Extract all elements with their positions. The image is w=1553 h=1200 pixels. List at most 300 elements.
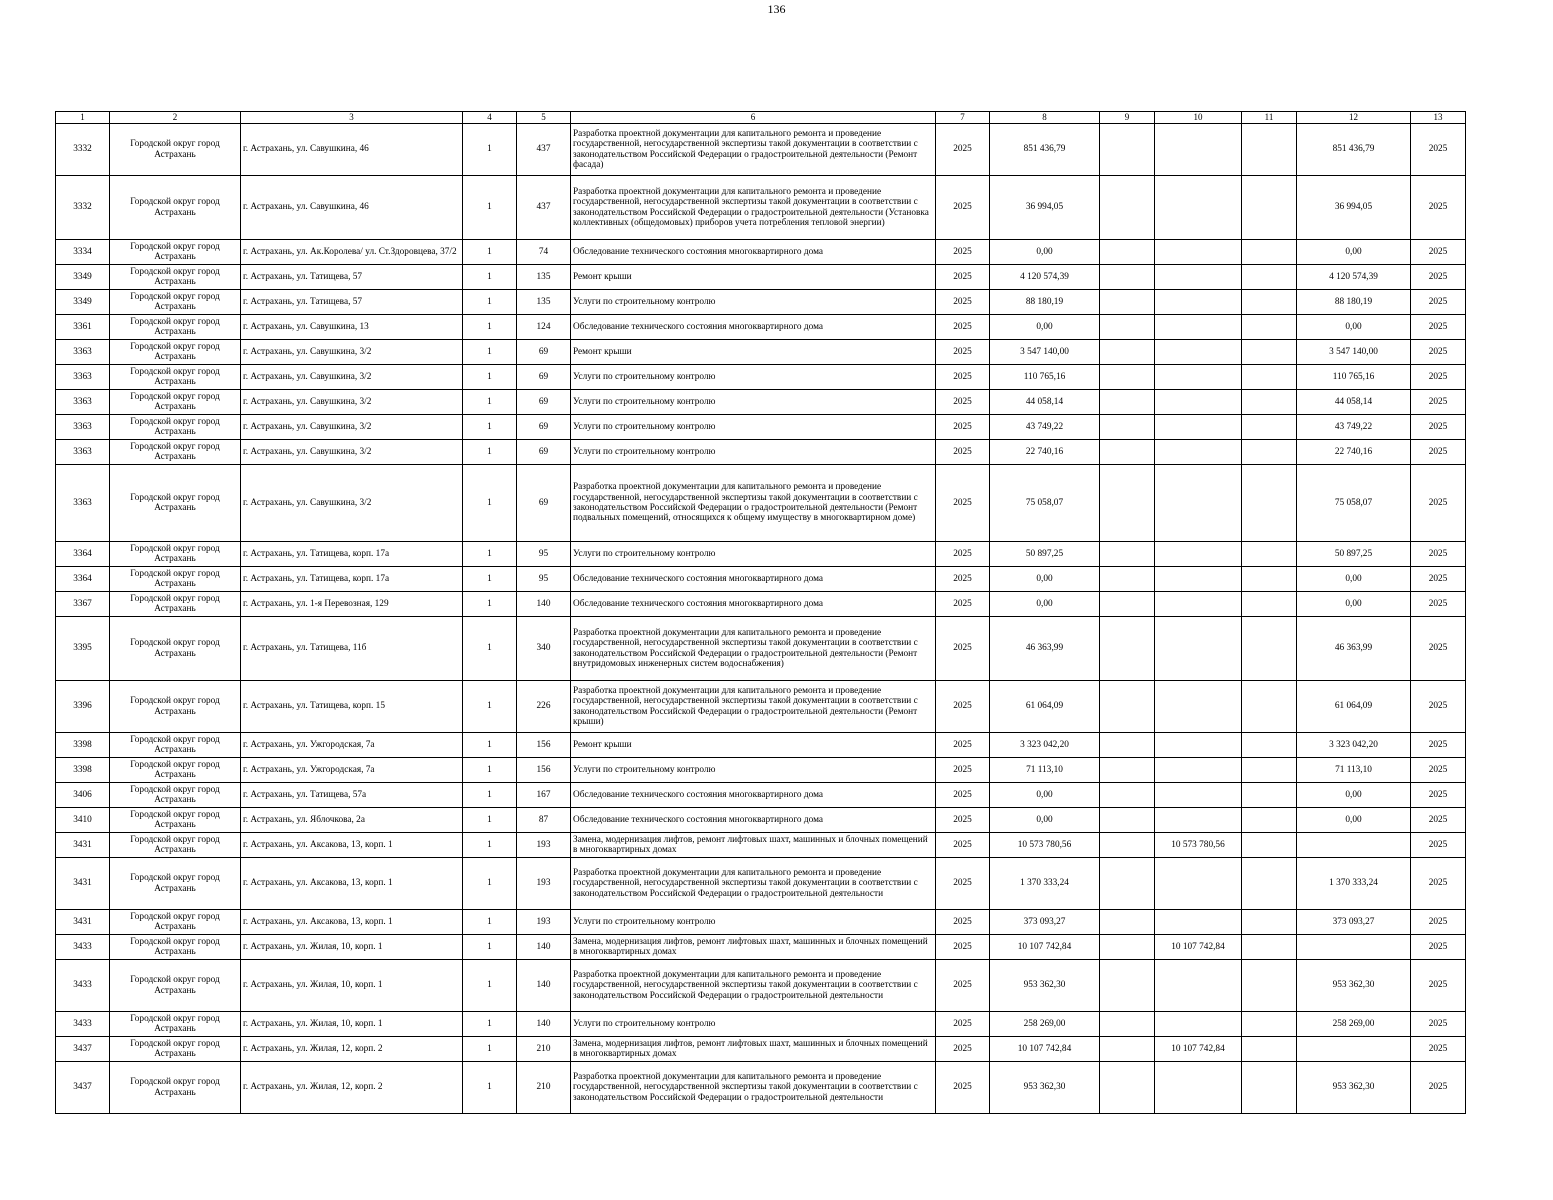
municipality-cell: Городской округ город Астрахань	[110, 1012, 241, 1037]
address-cell: г. Астрахань, ул. Жилая, 10, корп. 1	[241, 1012, 463, 1037]
end-year-cell: 2025	[1411, 783, 1466, 808]
year-cell: 2025	[936, 124, 990, 176]
address-cell: г. Астрахань, ул. Ак.Королева/ ул. Ст.Здоровцева, 37/2	[241, 240, 463, 265]
table-row	[56, 617, 1466, 681]
municipality-cell: Городской округ город Астрахань	[110, 833, 241, 858]
row-number-cell: 3363	[56, 390, 110, 415]
col11-cell	[1242, 176, 1297, 240]
work-type-cell: Обследование технического состояния многоквартирного дома	[571, 240, 936, 265]
col12-cell: 0,00	[1297, 808, 1411, 833]
work-type-cell: Ремонт крыши	[571, 340, 936, 365]
municipality-cell: Городской округ город Астрахань	[110, 1062, 241, 1114]
total-cost-cell: 0,00	[990, 567, 1100, 592]
address-cell: г. Астрахань, ул. Татищева, 11б	[241, 617, 463, 681]
col10-cell	[1155, 124, 1242, 176]
col10-cell	[1155, 567, 1242, 592]
end-year-cell: 2025	[1411, 935, 1466, 960]
row-number-cell: 3431	[56, 910, 110, 935]
total-cost-cell: 373 093,27	[990, 910, 1100, 935]
column-header-10: 10	[1155, 112, 1242, 124]
end-year-cell: 2025	[1411, 440, 1466, 465]
col9-cell	[1100, 240, 1155, 265]
col11-cell	[1242, 415, 1297, 440]
units-cell: 210	[517, 1062, 571, 1114]
work-type-cell: Услуги по строительному контролю	[571, 390, 936, 415]
address-cell: г. Астрахань, ул. Жилая, 10, корп. 1	[241, 960, 463, 1012]
year-cell: 2025	[936, 617, 990, 681]
col9-cell	[1100, 617, 1155, 681]
col9-cell	[1100, 833, 1155, 858]
units-cell: 340	[517, 617, 571, 681]
year-cell: 2025	[936, 960, 990, 1012]
end-year-cell: 2025	[1411, 1062, 1466, 1114]
column-header-7: 7	[936, 112, 990, 124]
row-number-cell: 3437	[56, 1037, 110, 1062]
year-cell: 2025	[936, 758, 990, 783]
col9-cell	[1100, 265, 1155, 290]
col10-cell	[1155, 465, 1242, 542]
col12-cell: 44 058,14	[1297, 390, 1411, 415]
col9-cell	[1100, 390, 1155, 415]
year-cell: 2025	[936, 592, 990, 617]
total-cost-cell: 851 436,79	[990, 124, 1100, 176]
end-year-cell: 2025	[1411, 542, 1466, 567]
municipality-cell: Городской округ город Астрахань	[110, 265, 241, 290]
col11-cell	[1242, 833, 1297, 858]
count-cell: 1	[463, 240, 517, 265]
work-type-cell: Услуги по строительному контролю	[571, 542, 936, 567]
row-number-cell: 3363	[56, 365, 110, 390]
col11-cell	[1242, 910, 1297, 935]
units-cell: 69	[517, 365, 571, 390]
col11-cell	[1242, 592, 1297, 617]
year-cell: 2025	[936, 542, 990, 567]
col12-cell: 22 740,16	[1297, 440, 1411, 465]
col10-cell	[1155, 681, 1242, 733]
units-cell: 226	[517, 681, 571, 733]
registry-table	[55, 111, 1466, 1114]
address-cell: г. Астрахань, ул. Татищева, корп. 17а	[241, 542, 463, 567]
col12-cell: 0,00	[1297, 240, 1411, 265]
municipality-cell: Городской округ город Астрахань	[110, 290, 241, 315]
total-cost-cell: 4 120 574,39	[990, 265, 1100, 290]
col10-cell	[1155, 440, 1242, 465]
address-cell: г. Астрахань, ул. Савушкина, 3/2	[241, 440, 463, 465]
municipality-cell: Городской округ город Астрахань	[110, 733, 241, 758]
units-cell: 140	[517, 935, 571, 960]
col9-cell	[1100, 783, 1155, 808]
col9-cell	[1100, 1037, 1155, 1062]
work-type-cell: Обследование технического состояния многоквартирного дома	[571, 783, 936, 808]
col12-cell: 258 269,00	[1297, 1012, 1411, 1037]
municipality-cell: Городской округ город Астрахань	[110, 960, 241, 1012]
municipality-cell: Городской округ город Астрахань	[110, 365, 241, 390]
row-number-cell: 3364	[56, 567, 110, 592]
row-number-cell: 3433	[56, 1012, 110, 1037]
table-row	[56, 808, 1466, 833]
col9-cell	[1100, 315, 1155, 340]
row-number-cell: 3334	[56, 240, 110, 265]
row-number-cell: 3363	[56, 415, 110, 440]
col11-cell	[1242, 265, 1297, 290]
address-cell: г. Астрахань, ул. Татищева, корп. 15	[241, 681, 463, 733]
units-cell: 69	[517, 465, 571, 542]
work-type-cell: Замена, модернизация лифтов, ремонт лифтовых шахт, машинных и блочных помещений в многоквартирных домах	[571, 833, 936, 858]
year-cell: 2025	[936, 265, 990, 290]
end-year-cell: 2025	[1411, 681, 1466, 733]
address-cell: г. Астрахань, ул. Савушкина, 3/2	[241, 465, 463, 542]
col9-cell	[1100, 567, 1155, 592]
table-row	[56, 681, 1466, 733]
count-cell: 1	[463, 176, 517, 240]
work-type-cell: Услуги по строительному контролю	[571, 290, 936, 315]
col12-cell: 110 765,16	[1297, 365, 1411, 390]
municipality-cell: Городской округ город Астрахань	[110, 340, 241, 365]
col11-cell	[1242, 1037, 1297, 1062]
col11-cell	[1242, 465, 1297, 542]
end-year-cell: 2025	[1411, 910, 1466, 935]
col11-cell	[1242, 567, 1297, 592]
column-header-11: 11	[1242, 112, 1297, 124]
count-cell: 1	[463, 340, 517, 365]
municipality-cell: Городской округ город Астрахань	[110, 783, 241, 808]
units-cell: 87	[517, 808, 571, 833]
units-cell: 95	[517, 567, 571, 592]
col10-cell	[1155, 960, 1242, 1012]
col10-cell	[1155, 265, 1242, 290]
units-cell: 69	[517, 390, 571, 415]
col10-cell	[1155, 783, 1242, 808]
col9-cell	[1100, 176, 1155, 240]
total-cost-cell: 0,00	[990, 240, 1100, 265]
count-cell: 1	[463, 1012, 517, 1037]
col11-cell	[1242, 783, 1297, 808]
work-type-cell: Услуги по строительному контролю	[571, 365, 936, 390]
year-cell: 2025	[936, 440, 990, 465]
col9-cell	[1100, 365, 1155, 390]
municipality-cell: Городской округ город Астрахань	[110, 808, 241, 833]
end-year-cell: 2025	[1411, 240, 1466, 265]
end-year-cell: 2025	[1411, 340, 1466, 365]
year-cell: 2025	[936, 833, 990, 858]
header-row	[56, 112, 1466, 124]
col11-cell	[1242, 758, 1297, 783]
col12-cell: 88 180,19	[1297, 290, 1411, 315]
row-number-cell: 3332	[56, 124, 110, 176]
col11-cell	[1242, 440, 1297, 465]
count-cell: 1	[463, 617, 517, 681]
col12-cell: 4 120 574,39	[1297, 265, 1411, 290]
col12-cell: 3 547 140,00	[1297, 340, 1411, 365]
col10-cell: 10 107 742,84	[1155, 1037, 1242, 1062]
col11-cell	[1242, 240, 1297, 265]
col12-cell: 851 436,79	[1297, 124, 1411, 176]
work-type-cell: Замена, модернизация лифтов, ремонт лифтовых шахт, машинных и блочных помещений в многоквартирных домах	[571, 1037, 936, 1062]
col12-cell: 0,00	[1297, 783, 1411, 808]
col9-cell	[1100, 758, 1155, 783]
table-row	[56, 783, 1466, 808]
row-number-cell: 3410	[56, 808, 110, 833]
row-number-cell: 3367	[56, 592, 110, 617]
row-number-cell: 3363	[56, 465, 110, 542]
column-header-13: 13	[1411, 112, 1466, 124]
address-cell: г. Астрахань, ул. Жилая, 12, корп. 2	[241, 1037, 463, 1062]
total-cost-cell: 88 180,19	[990, 290, 1100, 315]
col10-cell	[1155, 808, 1242, 833]
total-cost-cell: 71 113,10	[990, 758, 1100, 783]
address-cell: г. Астрахань, ул. Савушкина, 3/2	[241, 390, 463, 415]
col9-cell	[1100, 960, 1155, 1012]
col11-cell	[1242, 365, 1297, 390]
address-cell: г. Астрахань, ул. Татищева, корп. 17а	[241, 567, 463, 592]
units-cell: 156	[517, 733, 571, 758]
year-cell: 2025	[936, 365, 990, 390]
col10-cell	[1155, 315, 1242, 340]
col10-cell	[1155, 910, 1242, 935]
year-cell: 2025	[936, 858, 990, 910]
col10-cell	[1155, 340, 1242, 365]
end-year-cell: 2025	[1411, 465, 1466, 542]
work-type-cell: Разработка проектной документации для капитального ремонта и проведение государственной, негосударственной экспертизы такой документации в соответствии с законодательством Российской Федерации о градостроительной деятельности (Ремонт внутридомовых инженерных систем водоснабжения)	[571, 617, 936, 681]
municipality-cell: Городской округ город Астрахань	[110, 240, 241, 265]
row-number-cell: 3396	[56, 681, 110, 733]
count-cell: 1	[463, 415, 517, 440]
table-row	[56, 265, 1466, 290]
table-row	[56, 340, 1466, 365]
address-cell: г. Астрахань, ул. Аксакова, 13, корп. 1	[241, 858, 463, 910]
work-type-cell: Обследование технического состояния многоквартирного дома	[571, 315, 936, 340]
col9-cell	[1100, 1012, 1155, 1037]
year-cell: 2025	[936, 1012, 990, 1037]
column-header-1: 1	[56, 112, 110, 124]
table-row	[56, 124, 1466, 176]
col11-cell	[1242, 1012, 1297, 1037]
col10-cell	[1155, 858, 1242, 910]
table-row	[56, 910, 1466, 935]
col12-cell	[1297, 1037, 1411, 1062]
col11-cell	[1242, 935, 1297, 960]
municipality-cell: Городской округ город Астрахань	[110, 176, 241, 240]
col11-cell	[1242, 733, 1297, 758]
table-row	[56, 1062, 1466, 1114]
work-type-cell: Разработка проектной документации для капитального ремонта и проведение государственной, негосударственной экспертизы такой документации в соответствии с законодательством Российской Федерации о градостроительной деятельности (Ремонт фасада)	[571, 124, 936, 176]
col9-cell	[1100, 542, 1155, 567]
col9-cell	[1100, 910, 1155, 935]
table-row	[56, 592, 1466, 617]
address-cell: г. Астрахань, ул. Савушкина, 3/2	[241, 365, 463, 390]
col9-cell	[1100, 415, 1155, 440]
work-type-cell: Обследование технического состояния многоквартирного дома	[571, 567, 936, 592]
end-year-cell: 2025	[1411, 365, 1466, 390]
work-type-cell: Обследование технического состояния многоквартирного дома	[571, 592, 936, 617]
count-cell: 1	[463, 910, 517, 935]
units-cell: 193	[517, 858, 571, 910]
municipality-cell: Городской округ город Астрахань	[110, 440, 241, 465]
row-number-cell: 3431	[56, 833, 110, 858]
work-type-cell: Разработка проектной документации для капитального ремонта и проведение государственной, негосударственной экспертизы такой документации в соответствии с законодательством Российской Федерации о градостроительной деятельности (Ремонт подвальных помещений, относящихся к общему имуществу в многоквартирном доме)	[571, 465, 936, 542]
table-row	[56, 290, 1466, 315]
col11-cell	[1242, 315, 1297, 340]
col10-cell	[1155, 542, 1242, 567]
total-cost-cell: 75 058,07	[990, 465, 1100, 542]
units-cell: 156	[517, 758, 571, 783]
municipality-cell: Городской округ город Астрахань	[110, 542, 241, 567]
col12-cell: 373 093,27	[1297, 910, 1411, 935]
work-type-cell: Разработка проектной документации для капитального ремонта и проведение государственной, негосударственной экспертизы такой документации в соответствии с законодательством Российской Федерации о градостроительной деятельности (Установка коллективных (общедомовых) приборов учета потребления тепловой энергии)	[571, 176, 936, 240]
col9-cell	[1100, 340, 1155, 365]
address-cell: г. Астрахань, ул. Аксакова, 13, корп. 1	[241, 910, 463, 935]
table-row	[56, 758, 1466, 783]
address-cell: г. Астрахань, ул. Жилая, 10, корп. 1	[241, 935, 463, 960]
table-row	[56, 415, 1466, 440]
units-cell: 193	[517, 833, 571, 858]
col10-cell	[1155, 758, 1242, 783]
col12-cell	[1297, 833, 1411, 858]
count-cell: 1	[463, 808, 517, 833]
units-cell: 135	[517, 290, 571, 315]
end-year-cell: 2025	[1411, 858, 1466, 910]
table-row	[56, 733, 1466, 758]
row-number-cell: 3433	[56, 935, 110, 960]
total-cost-cell: 953 362,30	[990, 1062, 1100, 1114]
row-number-cell: 3349	[56, 265, 110, 290]
end-year-cell: 2025	[1411, 415, 1466, 440]
total-cost-cell: 0,00	[990, 808, 1100, 833]
column-header-9: 9	[1100, 112, 1155, 124]
work-type-cell: Услуги по строительному контролю	[571, 1012, 936, 1037]
row-number-cell: 3433	[56, 960, 110, 1012]
count-cell: 1	[463, 758, 517, 783]
col10-cell	[1155, 415, 1242, 440]
address-cell: г. Астрахань, ул. Савушкина, 13	[241, 315, 463, 340]
col9-cell	[1100, 1062, 1155, 1114]
page-number: 136	[767, 2, 786, 16]
count-cell: 1	[463, 1062, 517, 1114]
units-cell: 210	[517, 1037, 571, 1062]
table-row	[56, 1037, 1466, 1062]
table-row	[56, 935, 1466, 960]
end-year-cell: 2025	[1411, 733, 1466, 758]
count-cell: 1	[463, 1037, 517, 1062]
work-type-cell: Разработка проектной документации для капитального ремонта и проведение государственной, негосударственной экспертизы такой документации в соответствии с законодательством Российской Федерации о градостроительной деятельности (Ремонт крыши)	[571, 681, 936, 733]
total-cost-cell: 0,00	[990, 592, 1100, 617]
row-number-cell: 3398	[56, 733, 110, 758]
col12-cell: 1 370 333,24	[1297, 858, 1411, 910]
row-number-cell: 3349	[56, 290, 110, 315]
col12-cell: 75 058,07	[1297, 465, 1411, 542]
column-header-8: 8	[990, 112, 1100, 124]
total-cost-cell: 61 064,09	[990, 681, 1100, 733]
total-cost-cell: 953 362,30	[990, 960, 1100, 1012]
year-cell: 2025	[936, 390, 990, 415]
count-cell: 1	[463, 833, 517, 858]
municipality-cell: Городской округ город Астрахань	[110, 315, 241, 340]
total-cost-cell: 44 058,14	[990, 390, 1100, 415]
total-cost-cell: 1 370 333,24	[990, 858, 1100, 910]
table-row	[56, 240, 1466, 265]
count-cell: 1	[463, 124, 517, 176]
col12-cell: 46 363,99	[1297, 617, 1411, 681]
row-number-cell: 3363	[56, 440, 110, 465]
col11-cell	[1242, 1062, 1297, 1114]
municipality-cell: Городской округ город Астрахань	[110, 390, 241, 415]
municipality-cell: Городской округ город Астрахань	[110, 910, 241, 935]
municipality-cell: Городской округ город Астрахань	[110, 681, 241, 733]
year-cell: 2025	[936, 176, 990, 240]
col11-cell	[1242, 808, 1297, 833]
address-cell: г. Астрахань, ул. Татищева, 57	[241, 265, 463, 290]
work-type-cell: Разработка проектной документации для капитального ремонта и проведение государственной, негосударственной экспертизы такой документации в соответствии с законодательством Российской Федерации о градостроительной деятельности	[571, 858, 936, 910]
year-cell: 2025	[936, 910, 990, 935]
address-cell: г. Астрахань, ул. Савушкина, 3/2	[241, 415, 463, 440]
column-header-2: 2	[110, 112, 241, 124]
total-cost-cell: 3 323 042,20	[990, 733, 1100, 758]
col9-cell	[1100, 935, 1155, 960]
column-header-3: 3	[241, 112, 463, 124]
table-body	[56, 124, 1466, 1114]
table-row	[56, 833, 1466, 858]
year-cell: 2025	[936, 415, 990, 440]
row-number-cell: 3431	[56, 858, 110, 910]
total-cost-cell: 43 749,22	[990, 415, 1100, 440]
work-type-cell: Услуги по строительному контролю	[571, 758, 936, 783]
end-year-cell: 2025	[1411, 960, 1466, 1012]
total-cost-cell: 10 107 742,84	[990, 1037, 1100, 1062]
row-number-cell: 3361	[56, 315, 110, 340]
count-cell: 1	[463, 390, 517, 415]
col9-cell	[1100, 858, 1155, 910]
col10-cell	[1155, 365, 1242, 390]
table-row	[56, 176, 1466, 240]
year-cell: 2025	[936, 240, 990, 265]
units-cell: 437	[517, 176, 571, 240]
col12-cell	[1297, 935, 1411, 960]
col12-cell: 0,00	[1297, 567, 1411, 592]
units-cell: 135	[517, 265, 571, 290]
year-cell: 2025	[936, 935, 990, 960]
col10-cell	[1155, 1012, 1242, 1037]
col10-cell	[1155, 390, 1242, 415]
count-cell: 1	[463, 365, 517, 390]
col11-cell	[1242, 124, 1297, 176]
units-cell: 140	[517, 592, 571, 617]
units-cell: 69	[517, 415, 571, 440]
col11-cell	[1242, 340, 1297, 365]
col11-cell	[1242, 617, 1297, 681]
municipality-cell: Городской округ город Астрахань	[110, 124, 241, 176]
address-cell: г. Астрахань, ул. Татищева, 57а	[241, 783, 463, 808]
table-row	[56, 440, 1466, 465]
work-type-cell: Услуги по строительному контролю	[571, 910, 936, 935]
end-year-cell: 2025	[1411, 124, 1466, 176]
table-row	[56, 960, 1466, 1012]
col10-cell	[1155, 592, 1242, 617]
col10-cell	[1155, 1062, 1242, 1114]
end-year-cell: 2025	[1411, 315, 1466, 340]
count-cell: 1	[463, 315, 517, 340]
total-cost-cell: 0,00	[990, 783, 1100, 808]
total-cost-cell: 10 107 742,84	[990, 935, 1100, 960]
row-number-cell: 3364	[56, 542, 110, 567]
year-cell: 2025	[936, 783, 990, 808]
row-number-cell: 3406	[56, 783, 110, 808]
units-cell: 95	[517, 542, 571, 567]
units-cell: 69	[517, 440, 571, 465]
work-type-cell: Разработка проектной документации для капитального ремонта и проведение государственной, негосударственной экспертизы такой документации в соответствии с законодательством Российской Федерации о градостроительной деятельности	[571, 1062, 936, 1114]
year-cell: 2025	[936, 567, 990, 592]
count-cell: 1	[463, 440, 517, 465]
count-cell: 1	[463, 265, 517, 290]
